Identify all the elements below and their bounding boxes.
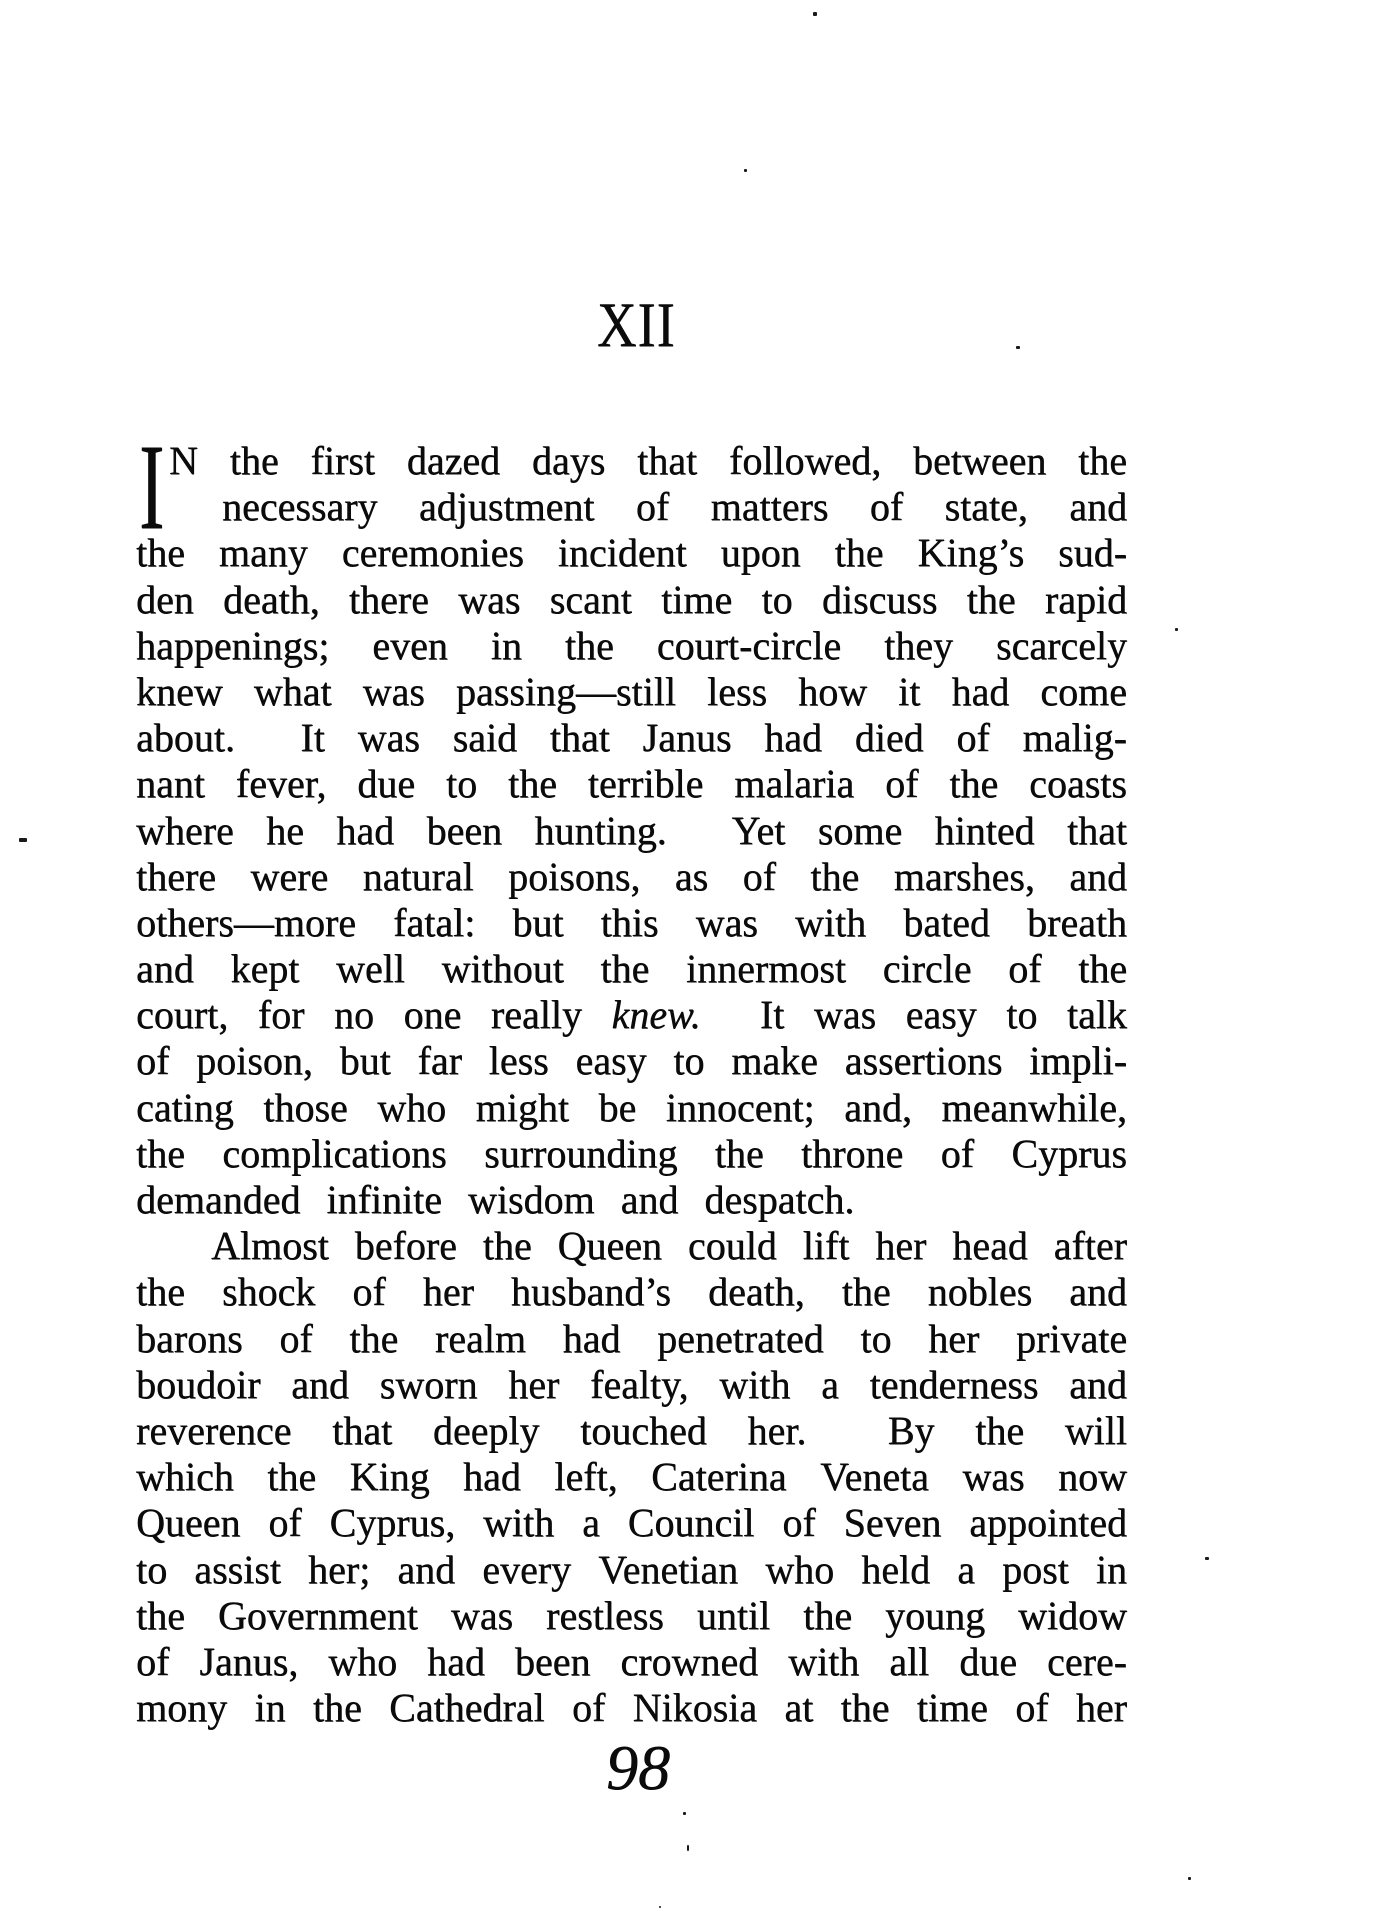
text-line: others—more fatal: but this was with bated breath [136, 899, 1127, 945]
text-line: Queen of Cyprus, with a Council of Seven appointed [136, 1500, 1127, 1546]
text-line: happenings; even in the court-circle they scarcely [136, 622, 1127, 668]
ink-speck [19, 838, 27, 842]
text-line: mony in the Cathedral of Nikosia at the time of her [136, 1685, 1127, 1731]
text-line: reverence that deeply touched her. By the will [136, 1407, 1127, 1453]
text-line: which the King had left, Caterina Veneta was now [136, 1454, 1127, 1500]
ink-speck [744, 169, 747, 172]
text-line: nant fever, due to the terrible malaria of the coasts [136, 761, 1127, 807]
ink-speck [1175, 628, 1178, 631]
text-line: the shock of her husband’s death, the nobles and [136, 1269, 1127, 1315]
ink-speck [1188, 1877, 1191, 1880]
ink-speck [813, 12, 817, 16]
text-block [136, 438, 1127, 1731]
text-line: knew what was passing—still less how it had come [136, 668, 1127, 714]
page-number: 98 [606, 1732, 670, 1803]
text-line: where he had been hunting. Yet some hinted that [136, 807, 1127, 853]
text-line: the many ceremonies incident upon the King’s sud- [136, 530, 1127, 576]
text-line: the Government was restless until the young widow [136, 1592, 1127, 1638]
ink-speck [659, 1906, 661, 1908]
text-line: about. It was said that Janus had died of malig- [136, 715, 1127, 761]
text-line: Almost before the Queen could lift her head after [211, 1223, 1127, 1269]
text-line: den death, there was scant time to discuss the rapid [136, 576, 1127, 622]
text-line: barons of the realm had penetrated to her private [136, 1315, 1127, 1361]
drop-cap: I [139, 418, 165, 555]
ink-speck [683, 1812, 686, 1815]
text-line: boudoir and sworn her fealty, with a tenderness and [136, 1361, 1127, 1407]
text-line: cating those who might be innocent; and, meanwhile, [136, 1084, 1127, 1130]
ink-speck [687, 1845, 689, 1851]
text-line: the complications surrounding the throne of Cyprus [136, 1130, 1127, 1176]
text-line: of poison, but far less easy to make assertions impli- [136, 1038, 1127, 1084]
text-line: of Janus, who had been crowned with all due cere- [136, 1638, 1127, 1684]
text-line: there were natural poisons, as of the marshes, and [136, 853, 1127, 899]
text-line: to assist her; and every Venetian who held a post in [136, 1546, 1127, 1592]
ink-speck [1016, 346, 1020, 349]
chapter-heading: XII [597, 290, 676, 360]
text-line: and kept well without the innermost circle of the [136, 946, 1127, 992]
text-line: demanded infinite wisdom and despatch. [136, 1177, 855, 1222]
text-line: court, for no one really knew. It was easy to talk [136, 992, 1127, 1038]
text-line: necessary adjustment of matters of state, and [222, 484, 1127, 530]
text-line: N the first dazed days that followed, between the [169, 438, 1127, 483]
ink-speck [1205, 1557, 1209, 1560]
